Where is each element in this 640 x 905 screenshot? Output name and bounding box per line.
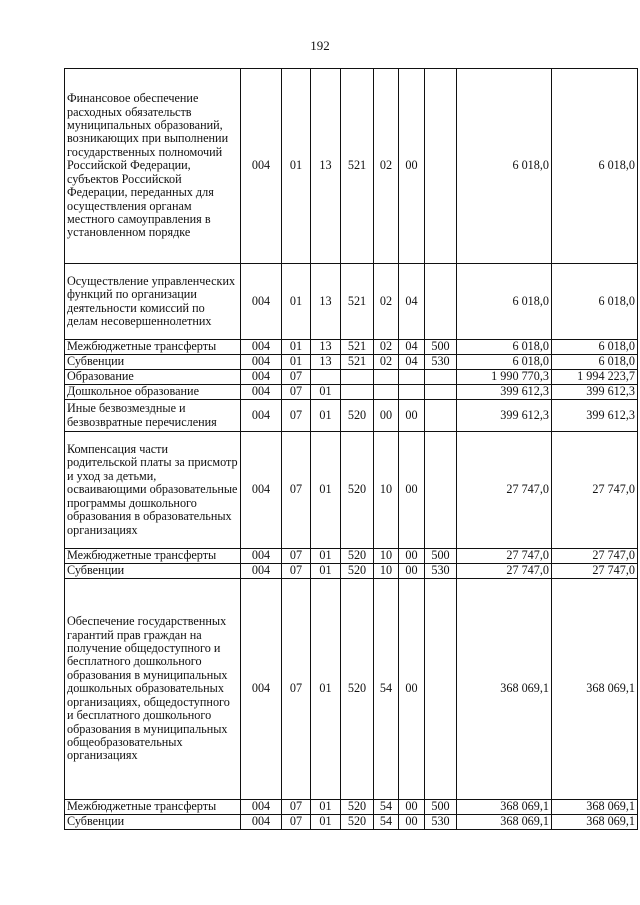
- section-code: 07: [282, 370, 311, 385]
- budget-table: [64, 68, 638, 830]
- expense-type-code: [425, 400, 457, 432]
- subsection-code: 01: [311, 432, 341, 549]
- expense-type-code: [425, 432, 457, 549]
- subprogram-code: 54: [374, 815, 399, 830]
- subsection-code: 01: [311, 385, 341, 400]
- table-row: [65, 370, 638, 385]
- amount-1: 6 018,0: [457, 340, 552, 355]
- amount-2: 399 612,3: [552, 400, 638, 432]
- subsection-code: 01: [311, 800, 341, 815]
- program-code: 521: [341, 264, 374, 340]
- program-code: 520: [341, 815, 374, 830]
- program-code: 521: [341, 69, 374, 264]
- row-name: Субвенции: [65, 564, 241, 579]
- amount-2: 6 018,0: [552, 340, 638, 355]
- item-code: 00: [399, 69, 425, 264]
- item-code: 00: [399, 815, 425, 830]
- item-code: 00: [399, 400, 425, 432]
- ministry-code: 004: [241, 69, 282, 264]
- table-row: [65, 815, 638, 830]
- expense-type-code: 530: [425, 564, 457, 579]
- expense-type-code: 500: [425, 800, 457, 815]
- expense-type-code: 500: [425, 549, 457, 564]
- table-row: [65, 340, 638, 355]
- table-row: [65, 432, 638, 549]
- program-code: 520: [341, 432, 374, 549]
- ministry-code: 004: [241, 432, 282, 549]
- subprogram-code: 02: [374, 340, 399, 355]
- section-code: 07: [282, 385, 311, 400]
- subsection-code: [311, 370, 341, 385]
- amount-1: 368 069,1: [457, 815, 552, 830]
- amount-2: 6 018,0: [552, 355, 638, 370]
- ministry-code: 004: [241, 815, 282, 830]
- subsection-code: 13: [311, 355, 341, 370]
- expense-type-code: [425, 69, 457, 264]
- program-code: 520: [341, 564, 374, 579]
- subprogram-code: 02: [374, 355, 399, 370]
- amount-1: 6 018,0: [457, 69, 552, 264]
- subprogram-code: 10: [374, 564, 399, 579]
- amount-2: 368 069,1: [552, 815, 638, 830]
- ministry-code: 004: [241, 264, 282, 340]
- program-code: [341, 370, 374, 385]
- item-code: 00: [399, 579, 425, 800]
- row-name: Субвенции: [65, 355, 241, 370]
- program-code: 521: [341, 340, 374, 355]
- table-row: [65, 385, 638, 400]
- program-code: 520: [341, 800, 374, 815]
- amount-2: 6 018,0: [552, 69, 638, 264]
- expense-type-code: [425, 370, 457, 385]
- table-row: [65, 800, 638, 815]
- amount-2: 27 747,0: [552, 432, 638, 549]
- program-code: 520: [341, 549, 374, 564]
- program-code: 521: [341, 355, 374, 370]
- expense-type-code: 530: [425, 355, 457, 370]
- item-code: 04: [399, 355, 425, 370]
- amount-2: 368 069,1: [552, 800, 638, 815]
- section-code: 07: [282, 800, 311, 815]
- ministry-code: 004: [241, 400, 282, 432]
- row-name: Межбюджетные трансферты: [65, 800, 241, 815]
- amount-1: 6 018,0: [457, 355, 552, 370]
- amount-2: 399 612,3: [552, 385, 638, 400]
- amount-2: 6 018,0: [552, 264, 638, 340]
- budget-table-body: [65, 69, 638, 830]
- ministry-code: 004: [241, 800, 282, 815]
- subprogram-code: 02: [374, 69, 399, 264]
- program-code: 520: [341, 400, 374, 432]
- amount-1: 368 069,1: [457, 579, 552, 800]
- amount-1: 27 747,0: [457, 432, 552, 549]
- table-row: [65, 579, 638, 800]
- amount-1: 399 612,3: [457, 400, 552, 432]
- row-name: Межбюджетные трансферты: [65, 549, 241, 564]
- subsection-code: 01: [311, 579, 341, 800]
- subprogram-code: 02: [374, 264, 399, 340]
- amount-1: 368 069,1: [457, 800, 552, 815]
- table-row: [65, 69, 638, 264]
- section-code: 07: [282, 432, 311, 549]
- subsection-code: 01: [311, 564, 341, 579]
- section-code: 07: [282, 579, 311, 800]
- subprogram-code: 54: [374, 579, 399, 800]
- item-code: [399, 385, 425, 400]
- ministry-code: 004: [241, 549, 282, 564]
- row-name: Осуществление управленческих функций по организации деятельности комиссий по делам несовершеннолетних: [65, 264, 241, 340]
- item-code: 04: [399, 340, 425, 355]
- ministry-code: 004: [241, 579, 282, 800]
- row-name: Образование: [65, 370, 241, 385]
- row-name: Компенсация части родительской платы за присмотр и уход за детьми, осваивающими образовательные программы дошкольного образования в образовательных организациях: [65, 432, 241, 549]
- row-name: Субвенции: [65, 815, 241, 830]
- ministry-code: 004: [241, 340, 282, 355]
- amount-1: 399 612,3: [457, 385, 552, 400]
- section-code: 01: [282, 340, 311, 355]
- amount-2: 1 994 223,7: [552, 370, 638, 385]
- ministry-code: 004: [241, 564, 282, 579]
- subsection-code: 13: [311, 340, 341, 355]
- subprogram-code: [374, 385, 399, 400]
- subprogram-code: 10: [374, 549, 399, 564]
- row-name: Иные безвозмездные и безвозвратные перечисления: [65, 400, 241, 432]
- section-code: 07: [282, 549, 311, 564]
- table-row: [65, 264, 638, 340]
- subsection-code: 01: [311, 549, 341, 564]
- table-row: [65, 549, 638, 564]
- amount-2: 27 747,0: [552, 549, 638, 564]
- amount-1: 6 018,0: [457, 264, 552, 340]
- section-code: 01: [282, 69, 311, 264]
- expense-type-code: 500: [425, 340, 457, 355]
- item-code: [399, 370, 425, 385]
- subprogram-code: 54: [374, 800, 399, 815]
- item-code: 00: [399, 564, 425, 579]
- amount-1: 27 747,0: [457, 564, 552, 579]
- section-code: 07: [282, 815, 311, 830]
- page-number: 192: [310, 38, 330, 53]
- item-code: 00: [399, 800, 425, 815]
- amount-1: 1 990 770,3: [457, 370, 552, 385]
- amount-2: 368 069,1: [552, 579, 638, 800]
- expense-type-code: [425, 264, 457, 340]
- amount-2: 27 747,0: [552, 564, 638, 579]
- ministry-code: 004: [241, 355, 282, 370]
- subprogram-code: 00: [374, 400, 399, 432]
- section-code: 07: [282, 400, 311, 432]
- ministry-code: 004: [241, 385, 282, 400]
- row-name: Межбюджетные трансферты: [65, 340, 241, 355]
- subsection-code: 13: [311, 264, 341, 340]
- section-code: 01: [282, 355, 311, 370]
- subprogram-code: [374, 370, 399, 385]
- subsection-code: 01: [311, 815, 341, 830]
- ministry-code: 004: [241, 370, 282, 385]
- subprogram-code: 10: [374, 432, 399, 549]
- item-code: 00: [399, 549, 425, 564]
- table-row: [65, 355, 638, 370]
- amount-1: 27 747,0: [457, 549, 552, 564]
- row-name: Финансовое обеспечение расходных обязательств муниципальных образований, возникающих при выполнении государственных полномочий Российской Федерации, субъектов Российской Федерации, переданных для осуществления органам местного самоуправления в установленном порядке: [65, 69, 241, 264]
- section-code: 01: [282, 264, 311, 340]
- table-row: [65, 400, 638, 432]
- item-code: 00: [399, 432, 425, 549]
- item-code: 04: [399, 264, 425, 340]
- expense-type-code: [425, 385, 457, 400]
- table-row: [65, 564, 638, 579]
- expense-type-code: 530: [425, 815, 457, 830]
- expense-type-code: [425, 579, 457, 800]
- section-code: 07: [282, 564, 311, 579]
- program-code: 520: [341, 579, 374, 800]
- subsection-code: 13: [311, 69, 341, 264]
- subsection-code: 01: [311, 400, 341, 432]
- row-name: Дошкольное образование: [65, 385, 241, 400]
- row-name: Обеспечение государственных гарантий прав граждан на получение общедоступного и бесплатного дошкольного образования в муниципальных дошкольных образовательных организациях, общедоступного и бесплатного дошкольного образования в муниципальных общеобразовательных организациях: [65, 579, 241, 800]
- program-code: [341, 385, 374, 400]
